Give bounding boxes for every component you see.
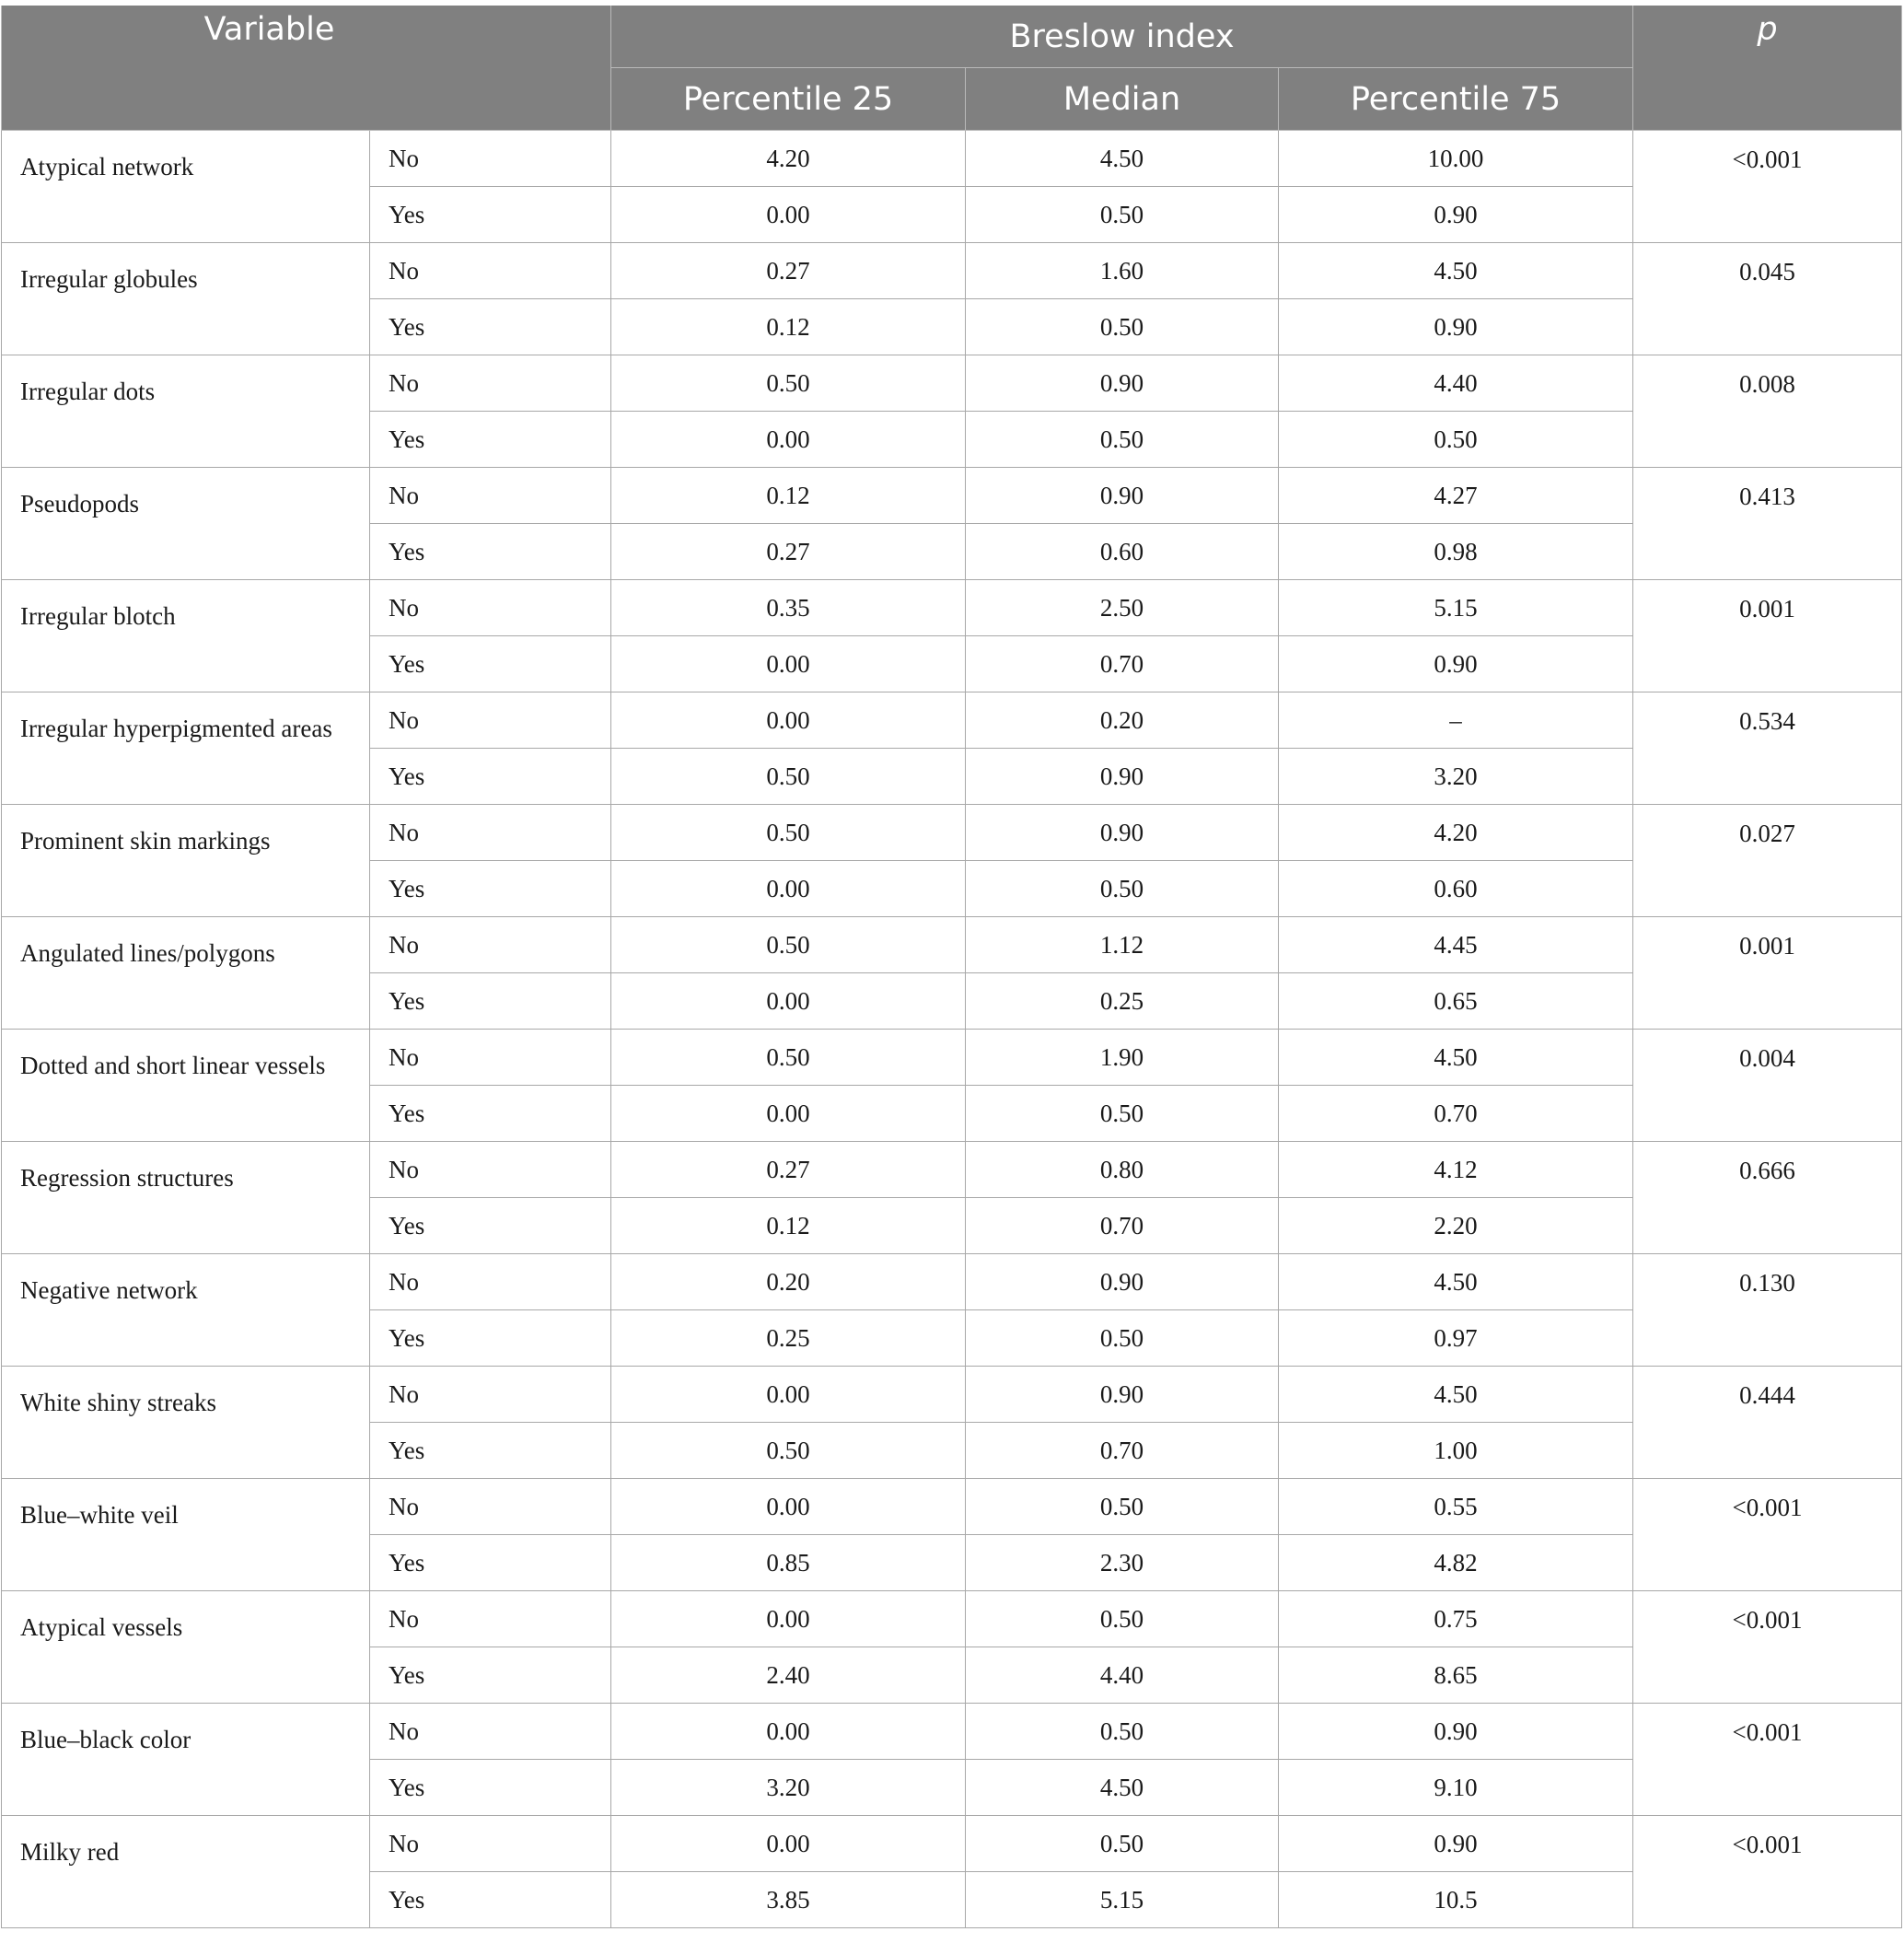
table-row [2, 243, 1902, 299]
p-value-cell: 0.004 [1633, 1030, 1902, 1142]
percentile-25-cell: 0.50 [611, 355, 966, 412]
percentile-75-cell: 4.50 [1279, 1367, 1633, 1423]
percentile-25-cell: 0.50 [611, 1030, 966, 1086]
variable-name-cell: Regression structures [2, 1142, 370, 1254]
p-value-cell: 0.130 [1633, 1254, 1902, 1367]
median-cell: 0.50 [966, 299, 1279, 355]
variable-name-cell: Pseudopods [2, 468, 370, 580]
table-row [2, 1030, 1902, 1086]
median-cell: 2.50 [966, 580, 1279, 636]
variable-name-cell: Milky red [2, 1816, 370, 1928]
percentile-25-cell: 0.00 [611, 636, 966, 692]
table-row [2, 355, 1902, 412]
percentile-75-cell: 4.50 [1279, 243, 1633, 299]
level-cell: No [370, 1254, 611, 1310]
level-cell: No [370, 1479, 611, 1535]
p-value-cell: 0.045 [1633, 243, 1902, 355]
variable-name-cell: Irregular dots [2, 355, 370, 468]
percentile-25-cell: 0.00 [611, 1367, 966, 1423]
p-value-cell: <0.001 [1633, 1704, 1902, 1816]
percentile-25-cell: 0.35 [611, 580, 966, 636]
percentile-25-cell: 0.20 [611, 1254, 966, 1310]
variable-name-cell: Negative network [2, 1254, 370, 1367]
percentile-75-cell: 0.90 [1279, 1704, 1633, 1760]
median-cell: 0.50 [966, 1816, 1279, 1872]
level-cell: No [370, 692, 611, 749]
variable-name-cell: Dotted and short linear vessels [2, 1030, 370, 1142]
median-cell: 0.90 [966, 805, 1279, 861]
median-cell: 5.15 [966, 1872, 1279, 1928]
percentile-75-cell: 10.00 [1279, 131, 1633, 187]
table-row [2, 1142, 1902, 1198]
level-cell: No [370, 131, 611, 187]
percentile-75-cell: 0.50 [1279, 412, 1633, 468]
percentile-75-cell: 4.27 [1279, 468, 1633, 524]
p-value-cell: 0.444 [1633, 1367, 1902, 1479]
percentile-25-cell: 0.12 [611, 299, 966, 355]
level-cell: Yes [370, 412, 611, 468]
percentile-25-cell: 0.27 [611, 524, 966, 580]
table-row [2, 1591, 1902, 1647]
level-cell: Yes [370, 187, 611, 243]
percentile-25-cell: 4.20 [611, 131, 966, 187]
p-value-cell: 0.666 [1633, 1142, 1902, 1254]
level-cell: No [370, 917, 611, 973]
level-cell: No [370, 243, 611, 299]
percentile-25-cell: 0.27 [611, 243, 966, 299]
percentile-25-cell: 0.25 [611, 1310, 966, 1367]
p-value-cell: 0.001 [1633, 580, 1902, 692]
percentile-75-cell: 8.65 [1279, 1647, 1633, 1704]
percentile-75-cell: 10.5 [1279, 1872, 1633, 1928]
header-median: Median [966, 68, 1279, 131]
median-cell: 4.50 [966, 1760, 1279, 1816]
table-row [2, 131, 1902, 187]
median-cell: 0.50 [966, 412, 1279, 468]
level-cell: No [370, 1816, 611, 1872]
table-row [2, 1254, 1902, 1310]
median-cell: 0.25 [966, 973, 1279, 1030]
p-value-cell: 0.534 [1633, 692, 1902, 805]
median-cell: 4.40 [966, 1647, 1279, 1704]
median-cell: 0.50 [966, 1591, 1279, 1647]
variable-name-cell: Atypical vessels [2, 1591, 370, 1704]
percentile-75-cell: 4.45 [1279, 917, 1633, 973]
median-cell: 1.60 [966, 243, 1279, 299]
median-cell: 4.50 [966, 131, 1279, 187]
level-cell: Yes [370, 1872, 611, 1928]
p-value-cell: <0.001 [1633, 1816, 1902, 1928]
variable-name-cell: Blue–black color [2, 1704, 370, 1816]
variable-name-cell: Irregular globules [2, 243, 370, 355]
percentile-25-cell: 0.00 [611, 187, 966, 243]
percentile-25-cell: 0.00 [611, 1086, 966, 1142]
percentile-75-cell: 0.75 [1279, 1591, 1633, 1647]
level-cell: No [370, 1030, 611, 1086]
percentile-75-cell: 0.70 [1279, 1086, 1633, 1142]
variable-name-cell: Irregular blotch [2, 580, 370, 692]
level-cell: Yes [370, 1198, 611, 1254]
level-cell: Yes [370, 1423, 611, 1479]
percentile-75-cell: 4.40 [1279, 355, 1633, 412]
median-cell: 0.50 [966, 1310, 1279, 1367]
median-cell: 1.90 [966, 1030, 1279, 1086]
percentile-75-cell: 2.20 [1279, 1198, 1633, 1254]
header-variable: Variable [2, 6, 611, 131]
median-cell: 0.70 [966, 1198, 1279, 1254]
percentile-75-cell: 9.10 [1279, 1760, 1633, 1816]
percentile-25-cell: 3.20 [611, 1760, 966, 1816]
level-cell: No [370, 1142, 611, 1198]
percentile-25-cell: 0.50 [611, 749, 966, 805]
level-cell: Yes [370, 861, 611, 917]
p-value-cell: <0.001 [1633, 1479, 1902, 1591]
median-cell: 0.20 [966, 692, 1279, 749]
header-breslow-index: Breslow index [611, 6, 1633, 68]
header-percentile-25: Percentile 25 [611, 68, 966, 131]
percentile-75-cell: 0.90 [1279, 187, 1633, 243]
percentile-25-cell: 0.27 [611, 1142, 966, 1198]
p-value-cell: 0.008 [1633, 355, 1902, 468]
percentile-25-cell: 0.00 [611, 861, 966, 917]
level-cell: Yes [370, 636, 611, 692]
median-cell: 0.80 [966, 1142, 1279, 1198]
percentile-75-cell: 5.15 [1279, 580, 1633, 636]
median-cell: 0.50 [966, 1086, 1279, 1142]
variable-name-cell: Atypical network [2, 131, 370, 243]
percentile-75-cell: 0.98 [1279, 524, 1633, 580]
percentile-25-cell: 0.00 [611, 1591, 966, 1647]
level-cell: Yes [370, 1086, 611, 1142]
percentile-25-cell: 0.85 [611, 1535, 966, 1591]
table-container [1, 6, 1901, 1928]
level-cell: No [370, 805, 611, 861]
level-cell: No [370, 580, 611, 636]
level-cell: Yes [370, 299, 611, 355]
level-cell: No [370, 355, 611, 412]
percentile-25-cell: 0.12 [611, 1198, 966, 1254]
percentile-25-cell: 0.50 [611, 917, 966, 973]
percentile-75-cell: 3.20 [1279, 749, 1633, 805]
percentile-75-cell: 0.65 [1279, 973, 1633, 1030]
level-cell: Yes [370, 1310, 611, 1367]
table-row [2, 1479, 1902, 1535]
level-cell: Yes [370, 749, 611, 805]
p-value-cell: <0.001 [1633, 131, 1902, 243]
level-cell: No [370, 1367, 611, 1423]
median-cell: 0.50 [966, 1704, 1279, 1760]
level-cell: Yes [370, 1760, 611, 1816]
table-row [2, 1704, 1902, 1760]
header-percentile-75: Percentile 75 [1279, 68, 1633, 131]
table-row [2, 692, 1902, 749]
breslow-index-table [1, 6, 1902, 1928]
percentile-75-cell: – [1279, 692, 1633, 749]
level-cell: Yes [370, 1647, 611, 1704]
percentile-25-cell: 0.00 [611, 692, 966, 749]
p-value-cell: 0.413 [1633, 468, 1902, 580]
percentile-25-cell: 0.12 [611, 468, 966, 524]
percentile-25-cell: 2.40 [611, 1647, 966, 1704]
percentile-75-cell: 4.50 [1279, 1030, 1633, 1086]
variable-name-cell: Blue–white veil [2, 1479, 370, 1591]
percentile-75-cell: 0.97 [1279, 1310, 1633, 1367]
percentile-75-cell: 0.90 [1279, 299, 1633, 355]
percentile-25-cell: 0.00 [611, 1704, 966, 1760]
table-row [2, 1367, 1902, 1423]
median-cell: 1.12 [966, 917, 1279, 973]
percentile-75-cell: 0.60 [1279, 861, 1633, 917]
percentile-75-cell: 4.82 [1279, 1535, 1633, 1591]
percentile-25-cell: 0.00 [611, 1479, 966, 1535]
variable-name-cell: Angulated lines/polygons [2, 917, 370, 1030]
percentile-75-cell: 1.00 [1279, 1423, 1633, 1479]
percentile-75-cell: 0.55 [1279, 1479, 1633, 1535]
median-cell: 0.90 [966, 1254, 1279, 1310]
median-cell: 0.50 [966, 187, 1279, 243]
level-cell: Yes [370, 973, 611, 1030]
variable-name-cell: Prominent skin markings [2, 805, 370, 917]
level-cell: No [370, 1591, 611, 1647]
percentile-25-cell: 0.50 [611, 805, 966, 861]
median-cell: 0.70 [966, 1423, 1279, 1479]
percentile-75-cell: 4.20 [1279, 805, 1633, 861]
table-row [2, 805, 1902, 861]
percentile-25-cell: 0.50 [611, 1423, 966, 1479]
percentile-75-cell: 0.90 [1279, 636, 1633, 692]
table-row [2, 580, 1902, 636]
table-row [2, 1816, 1902, 1872]
p-value-cell: <0.001 [1633, 1591, 1902, 1704]
variable-name-cell: Irregular hyperpigmented areas [2, 692, 370, 805]
table-row [2, 468, 1902, 524]
median-cell: 0.90 [966, 749, 1279, 805]
median-cell: 0.50 [966, 861, 1279, 917]
percentile-75-cell: 4.12 [1279, 1142, 1633, 1198]
percentile-75-cell: 4.50 [1279, 1254, 1633, 1310]
percentile-25-cell: 0.00 [611, 412, 966, 468]
median-cell: 0.60 [966, 524, 1279, 580]
table-row [2, 917, 1902, 973]
header-p: p [1633, 6, 1902, 131]
level-cell: No [370, 1704, 611, 1760]
p-value-cell: 0.027 [1633, 805, 1902, 917]
level-cell: Yes [370, 524, 611, 580]
percentile-25-cell: 3.85 [611, 1872, 966, 1928]
level-cell: Yes [370, 1535, 611, 1591]
percentile-25-cell: 0.00 [611, 973, 966, 1030]
median-cell: 0.50 [966, 1479, 1279, 1535]
percentile-25-cell: 0.00 [611, 1816, 966, 1872]
percentile-75-cell: 0.90 [1279, 1816, 1633, 1872]
median-cell: 0.90 [966, 355, 1279, 412]
table-header [2, 6, 1902, 131]
variable-name-cell: White shiny streaks [2, 1367, 370, 1479]
p-value-cell: 0.001 [1633, 917, 1902, 1030]
median-cell: 0.90 [966, 1367, 1279, 1423]
median-cell: 0.70 [966, 636, 1279, 692]
table-body [2, 131, 1902, 1928]
median-cell: 0.90 [966, 468, 1279, 524]
median-cell: 2.30 [966, 1535, 1279, 1591]
level-cell: No [370, 468, 611, 524]
